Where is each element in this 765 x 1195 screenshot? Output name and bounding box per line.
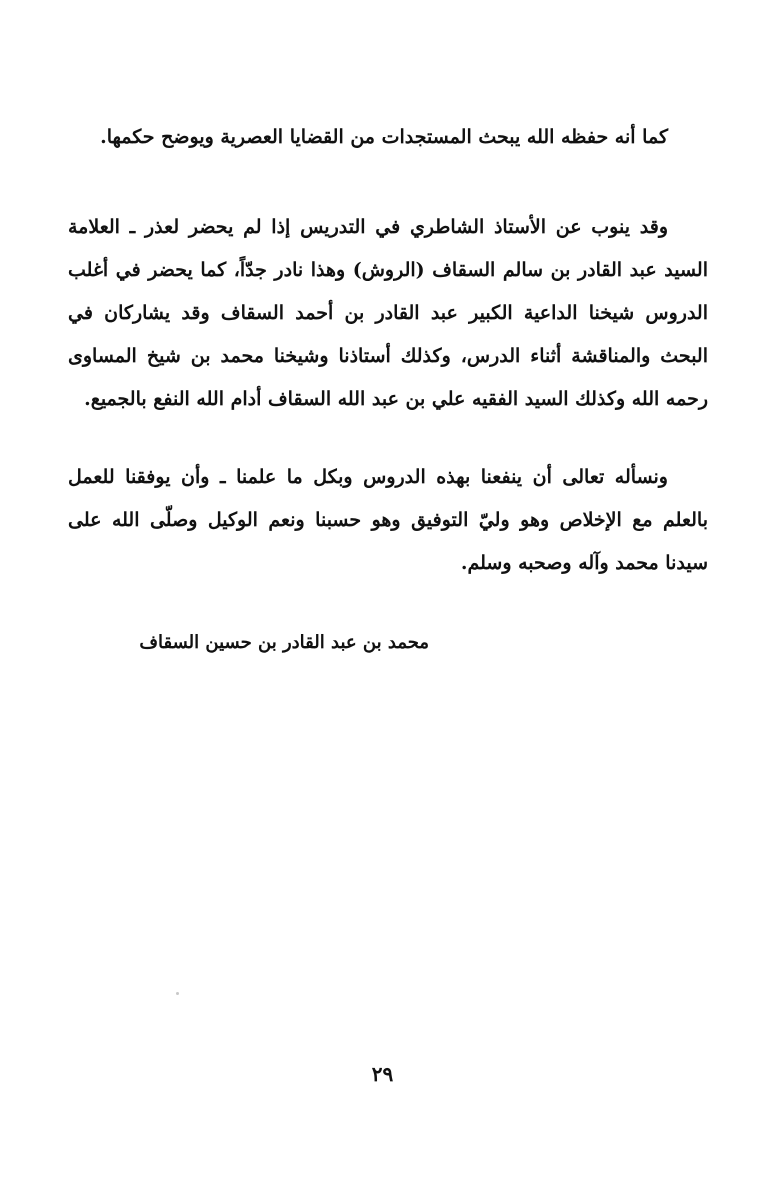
- author-signature: محمد بن عبد القادر بن حسين السقاف: [139, 632, 429, 653]
- paragraph-2-text: وقد ينوب عن الأستاذ الشاطري في التدريس إذا لم يحضر لعذر ـ العلامة السيد عبد القادر بن سالم السقاف (الروش) وهذا نادر جدّاً، كما يحضر في أغلب الدروس شيخنا الداعية الكبير عبد القادر بن أحمد السقاف وقد يشاركان في البحث والمناقشة أثناء الدرس، وكذلك أستاذنا وشيخنا محمد بن شيخ المساوى رحمه الله وكذلك السيد الفقيه علي بن عبد الله السقاف أدام الله النفع بالجميع.: [68, 216, 708, 410]
- page-number: ٢٩: [371, 1062, 394, 1086]
- paragraph-3-text: ونسأله تعالى أن ينفعنا بهذه الدروس وبكل ما علمنا ـ وأن يوفقنا للعمل بالعلم مع الإخلاص وهو وليّ التوفيق وهو حسبنا ونعم الوكيل وصلّى الله على سيدنا محمد وآله وصحبه وسلم.: [68, 466, 708, 574]
- paragraph-1-text: كما أنه حفظه الله يبحث المستجدات من القضايا العصرية ويوضح حكمها.: [100, 126, 668, 148]
- paragraph-1: [68, 116, 708, 159]
- paragraph-2: [68, 206, 708, 421]
- scan-speck: [176, 992, 179, 995]
- paragraph-3: [68, 456, 708, 585]
